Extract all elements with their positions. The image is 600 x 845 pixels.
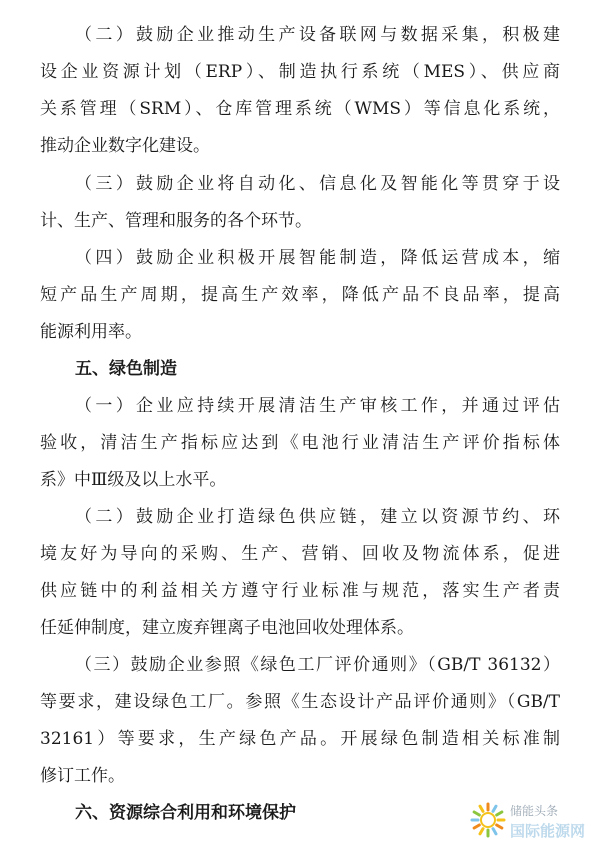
paragraph-line: 能源利用率。 xyxy=(40,322,142,342)
sun-ray xyxy=(474,812,479,815)
paragraph-line: （二）鼓励企业推动生产设备联网与数据采集，积极建 xyxy=(75,25,560,45)
paragraph-line: 修订工作。 xyxy=(40,766,125,786)
paragraph-line: 计、生产、管理和服务的各个环节。 xyxy=(40,211,312,231)
sun-logo-icon xyxy=(470,802,506,838)
paragraph-line: （一）企业应持续开展清洁生产审核工作，并通过评估 xyxy=(75,396,560,416)
section-heading: 五、绿色制造 xyxy=(75,359,177,379)
paragraph-line: 32161）等要求，生产绿色产品。开展绿色制造相关标准制 xyxy=(40,729,560,749)
paragraph-line: 短产品生产周期，提高生产效率，降低产品不良品率，提高 xyxy=(40,285,560,305)
paragraph-line: （三）鼓励企业参照《绿色工厂评价通则》（GB/T 36132） xyxy=(75,655,560,675)
paragraph-line: 系》中Ⅲ级及以上水平。 xyxy=(40,470,227,490)
paragraph-line: （三）鼓励企业将自动化、信息化及智能化等贯穿于设 xyxy=(75,174,560,194)
paragraph-line: 关系管理（SRM）、仓库管理系统（WMS）等信息化系统， xyxy=(40,99,560,119)
watermark-bottom-text: 国际能源网 xyxy=(510,822,586,840)
sun-ray xyxy=(474,825,479,828)
section-heading: 六、资源综合利用和环境保护 xyxy=(75,803,296,823)
paragraph-line: 推动企业数字化建设。 xyxy=(40,136,210,156)
watermark-top-text: 储能头条 xyxy=(510,804,559,818)
sun-ray xyxy=(493,829,496,834)
sun-ray xyxy=(480,806,483,811)
sun-ray xyxy=(493,806,496,811)
paragraph-line: 验收，清洁生产指标应达到《电池行业清洁生产评价指标体 xyxy=(40,433,560,453)
sun-ray xyxy=(497,812,502,815)
paragraph-line: 供应链中的利益相关方遵守行业标准与规范，落实生产者责 xyxy=(40,581,560,601)
paragraph-line: 等要求，建设绿色工厂。参照《生态设计产品评价通则》（GB/T xyxy=(40,692,560,712)
paragraph-line: （二）鼓励企业打造绿色供应链，建立以资源节约、环 xyxy=(75,507,560,527)
sun-ray xyxy=(497,825,502,828)
paragraph-line: 设企业资源计划（ERP）、制造执行系统（MES）、供应商 xyxy=(40,62,560,82)
paragraph-line: （四）鼓励企业积极开展智能制造，降低运营成本，缩 xyxy=(75,248,560,268)
paragraph-line: 境友好为导向的采购、生产、营销、回收及物流体系，促进 xyxy=(40,544,560,564)
watermark xyxy=(470,800,595,842)
sun-ray xyxy=(480,829,483,834)
paragraph-line: 任延伸制度，建立废弃锂离子电池回收处理体系。 xyxy=(40,618,414,638)
